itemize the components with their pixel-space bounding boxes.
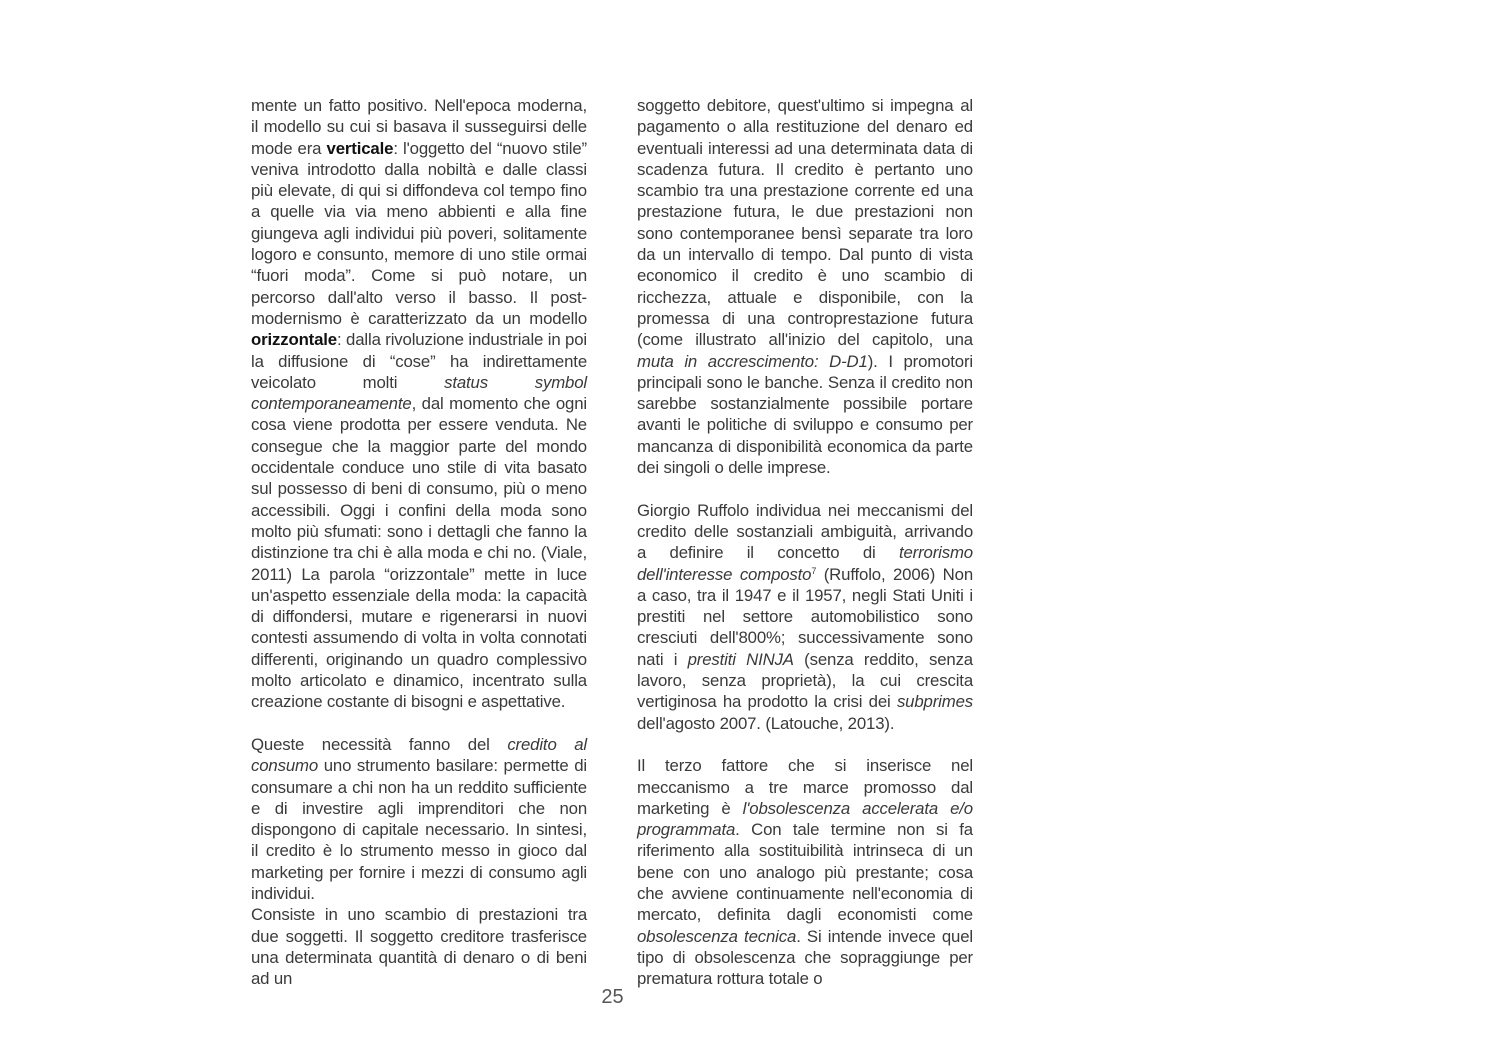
- text-run: . Si intende invece quel tipo di obsolescenza che sopraggiunge per prematura rottura totale o: [637, 926, 973, 989]
- text-run: uno strumento basilare: permette di consumare a chi non ha un reddito sufficiente e di investire agli imprenditori che non dispongono di capitale necessario. In sintesi, il credito è lo strumento messo in gioco dal marketing per fornire i mezzi di consumo agli individui.: [251, 756, 587, 903]
- italic-term: prestiti NINJA: [687, 649, 794, 669]
- italic-term: obsolescenza tecnica: [637, 926, 797, 946]
- left-text-column: [251, 95, 587, 989]
- text-run: . Con tale termine non si fa riferimento alla sostituibilità intrinseca di un bene con uno analogo più prestante; cosa che avviene continuamente nell'economia di mercato, definita dagli economisti come: [637, 820, 973, 925]
- text-run: : dalla rivoluzione industriale in poi la diffusione di “cose” ha indirettamente veicolato molti: [251, 330, 587, 392]
- text-run: soggetto debitore, quest'ultimo si impegna al pagamento o alla restituzione del denaro ed eventuali interessi ad una determinata data di scadenza futura. Il credito è pertanto uno scambio tra una prestazione corrente ed una prestazione futura, le due prestazioni non sono contemporanee bensì separate tra loro da un intervallo di tempo. Dal punto di vista economico il credito è uno scambio di ricchezza, attuale e disponibile, con la promessa di una controprestazione futura (come illustrato all'inizio del capitolo, una: [637, 96, 973, 350]
- text-run: Il terzo fattore che si inserisce nel meccanismo a tre marce promosso dal marketing è: [637, 756, 973, 818]
- paragraph-credit-exchange: [637, 95, 973, 478]
- italic-term: subprimes: [896, 692, 973, 712]
- paragraph-consumer-credit: [251, 734, 587, 904]
- text-run: ). I promotori principali sono le banche. Senza il credito non sarebbe sostanzialmente possibile portare avanti le politiche di sviluppo e consumo per mancanza di disponibilità economica da parte dei singoli o delle imprese.: [637, 351, 973, 478]
- right-text-column: [637, 95, 973, 989]
- paragraph-obsolescence: [637, 755, 973, 989]
- bold-term-orizzontale: orizzontale: [251, 330, 337, 350]
- text-run: , dal momento che ogni cosa viene prodotta per essere venduta. Ne consegue che la maggior parte del mondo occidentale conduce uno stile di vita basato sul possesso di beni di consumo, più o meno accessibili. Oggi i confini della moda sono molto più sfumati: sono i dettagli che fanno la distinzione tra chi è alla moda e chi no. (Viale, 2011) La parola “orizzontale” mette in luce un'aspetto essenziale della moda: la capacità di diffondersi, mutare e rigenerarsi in nuovi contesti assumendo di volta in volta connotati differenti, originando un quadro complessivo molto articolato e dinamico, incentrato sulla creazione costante di bisogni e aspettative.: [251, 394, 587, 712]
- bold-term-verticale: verticale: [326, 138, 394, 158]
- paragraph-credit-definition: Consiste in uno scambio di prestazioni tra due soggetti. Il soggetto creditore trasferisce una determinata quantità di denaro o di beni ad un: [251, 905, 587, 989]
- page-number: 25: [601, 986, 624, 1008]
- text-run: mente un fatto positivo. Nell'epoca moderna, il modello su cui si basava il susseguirsi delle mode era: [251, 96, 587, 158]
- italic-term: muta in accrescimento: D-D1: [637, 351, 868, 371]
- text-run: Giorgio Ruffolo individua nei meccanismi del credito delle sostanziali ambiguità, arrivando a definire il concetto di: [637, 500, 973, 563]
- text-run: (senza reddito, senza lavoro, senza proprietà), la cui crescita vertiginosa ha prodotto la crisi dei: [637, 649, 973, 712]
- italic-term: status symbol contemporaneamente: [251, 372, 588, 414]
- italic-term: credito al consumo: [251, 734, 587, 776]
- text-run: Queste necessità fanno del: [251, 734, 508, 754]
- paragraph-fashion-models: [251, 95, 587, 713]
- text-run: : l'oggetto del “nuovo stile” veniva introdotto dalla nobiltà e dalle classi più elevate, di qui si diffondeva col tempo fino a quelle via via meno abbienti e alla fine giungeva agli individui più poveri, solitamente logoro e consunto, memore di uno stile ormai “fuori moda”. Come si può notare, un percorso dall'alto verso il basso. Il post-modernismo è caratterizzato da un modello: [251, 138, 587, 328]
- italic-term: terrorismo dell'interesse composto: [637, 543, 973, 584]
- paragraph-ruffolo: [637, 500, 973, 734]
- text-run: (Ruffolo, 2006) Non a caso, tra il 1947 e il 1957, negli Stati Uniti i prestiti nel settore automobilistico sono cresciuti dell'800%; successivamente sono nati i: [637, 564, 973, 669]
- footnote-marker: 7: [811, 565, 817, 576]
- italic-term: l'obsolescenza accelerata e/o programmata: [637, 798, 973, 840]
- text-run: dell'agosto 2007. (Latouche, 2013).: [637, 713, 895, 733]
